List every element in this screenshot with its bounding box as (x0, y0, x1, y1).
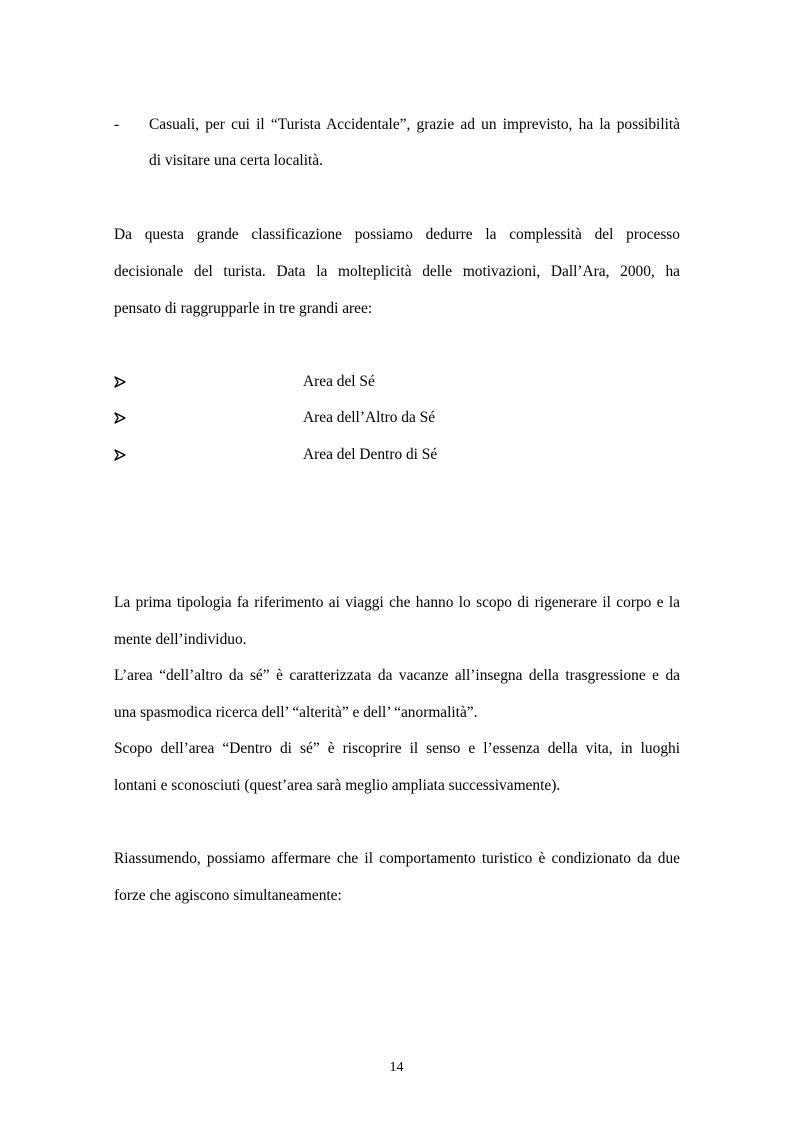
page-number: 14 (389, 1060, 404, 1075)
list-dash-marker: - (114, 116, 120, 133)
paragraph-line: decisionale del turista. Data la molteplicità delle motivazioni, Dall’Ara, 2000, ha (114, 263, 680, 280)
paragraph-line: mente dell’individuo. (114, 631, 247, 648)
paragraph-line: Da questa grande classificazione possiamo dedurre la complessità del processo (114, 226, 680, 243)
paragraph-line: pensato di raggrupparle in tre grandi aree: (114, 300, 373, 317)
paragraph-line: forze che agiscono simultaneamente: (114, 887, 342, 904)
arrow-bullet-icon (114, 376, 126, 388)
area-item: Area del Dentro di Sé (303, 446, 438, 463)
paragraph-line: Riassumendo, possiamo affermare che il comportamento turistico è condizionato da due (114, 850, 680, 867)
list-item-line: Casuali, per cui il “Turista Accidentale”, grazie ad un imprevisto, ha la possibilità (149, 116, 680, 133)
list-item-line: di visitare una certa località. (149, 152, 323, 169)
area-item: Area del Sé (303, 373, 375, 390)
paragraph-line: una spasmodica ricerca dell’ “alterità” e dell’ “anormalità”. (114, 704, 478, 721)
paragraph-line: lontani e sconosciuti (quest’area sarà meglio ampliata successivamente). (114, 777, 561, 794)
arrow-bullet-icon (114, 449, 126, 461)
paragraph-line: L’area “dell’altro da sé” è caratterizzata da vacanze all’insegna della trasgressione e da (114, 667, 680, 684)
paragraph-line: Scopo dell’area “Dentro di sé” è riscoprire il senso e l’essenza della vita, in luoghi (114, 740, 680, 757)
arrow-bullet-icon (114, 412, 126, 424)
paragraph-line: La prima tipologia fa riferimento ai viaggi che hanno lo scopo di rigenerare il corpo e la (114, 594, 680, 611)
area-item: Area dell’Altro da Sé (303, 409, 436, 426)
